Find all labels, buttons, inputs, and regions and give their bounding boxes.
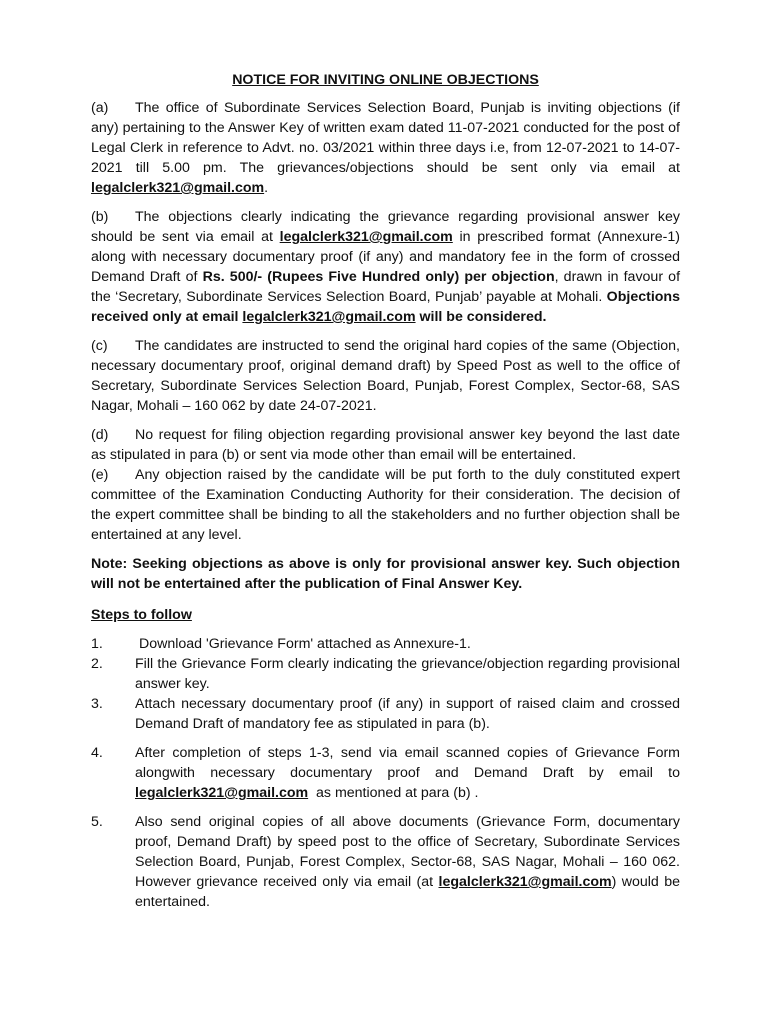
paragraph-text: The candidates are instructed to send the original hard copies of the same (Objection, necessary documentary proof, original demand draft) by Speed Post as well to the office of Secretary, Subordinate Services Selection Board, Punjab, Forest Complex, Sector-68, SAS Nagar, Mohali – 160 062 by date 24-07-2021. bbox=[91, 338, 680, 414]
paragraph-label: (c) bbox=[91, 338, 108, 354]
paragraph-c bbox=[91, 336, 680, 416]
paragraph-text: The office of Subordinate Services Selection Board, Punjab is inviting objections (if any) pertaining to the Answer Key of written exam dated 11-07-2021 conducted for the post of Legal Clerk in reference to Advt. no. 03/2021 within three days i.e, from 12-07-2021 to 14-07-2021 till 5.00 pm. The grievances/objections should be sent only via email at bbox=[91, 100, 680, 176]
step-number: 4. bbox=[91, 745, 103, 761]
notice-title: NOTICE FOR INVITING ONLINE OBJECTIONS bbox=[232, 72, 539, 88]
list-item bbox=[91, 812, 680, 912]
paragraph-text: No request for filing objection regarding provisional answer key beyond the last date as stipulated in para (b) or sent via mode other than email will be entertained. bbox=[91, 427, 680, 463]
notice-page bbox=[91, 70, 680, 912]
step-number: 3. bbox=[91, 696, 103, 712]
step-text-part: as mentioned at para (b) . bbox=[308, 785, 479, 801]
note-text: Note: Seeking objections as above is only for provisional answer key. Such objection will not be entertained after the publication of Final Answer Key. bbox=[91, 556, 680, 592]
bold-text: Objections received only at email bbox=[91, 289, 680, 325]
paragraph-label: (d) bbox=[91, 427, 109, 443]
paragraph-text: The objections clearly indicating the grievance regarding provisional answer key should be sent via email at bbox=[91, 209, 680, 245]
step-text-part: Also send original copies of all above documents (Grievance Form, documentary proof, Demand Draft) by speed post to the office of Secretary, Subordinate Services Selection Board, Punjab, Forest Complex, Sector-68, SAS Nagar, Mohali – 160 062. However grievance received only via email (at bbox=[135, 814, 680, 890]
paragraph-text: Any objection raised by the candidate will be put forth to the duly constituted expert committee of the Examination Conducting Authority for their consideration. The decision of the expert committee shall be binding to all the stakeholders and no further objection shall be entertained at any level. bbox=[91, 467, 680, 543]
steps-list bbox=[91, 634, 680, 912]
list-item bbox=[91, 634, 680, 654]
step-text-part: After completion of steps 1-3, send via email scanned copies of Grievance Form alongwith necessary documentary proof and Demand Draft by email to bbox=[135, 745, 680, 781]
email-link[interactable]: legalclerk321@gmail.com bbox=[135, 785, 309, 801]
step-number: 1. bbox=[91, 636, 103, 652]
paragraph-label: (e) bbox=[91, 467, 109, 483]
list-item bbox=[91, 694, 680, 734]
step-text-part: ) would be entertained. bbox=[135, 874, 680, 910]
paragraph-label: (a) bbox=[91, 100, 109, 116]
list-item bbox=[91, 654, 680, 694]
step-number: 5. bbox=[91, 814, 103, 830]
email-link[interactable]: legalclerk321@gmail.com bbox=[242, 309, 416, 325]
paragraph-text: in prescribed format (Annexure-1) along with necessary documentary proof (if any) and mandatory fee in the form of crossed Demand Draft of bbox=[91, 229, 680, 285]
step-text bbox=[135, 812, 680, 912]
paragraph-label: (b) bbox=[91, 209, 109, 225]
step-text: Fill the Grievance Form clearly indicating the grievance/objection regarding provisional answer key. bbox=[135, 656, 680, 692]
paragraph-text: . bbox=[264, 180, 269, 196]
email-link[interactable]: legalclerk321@gmail.com bbox=[279, 229, 453, 245]
step-number: 2. bbox=[91, 656, 103, 672]
bold-text: will be considered. bbox=[415, 309, 547, 325]
email-link[interactable]: legalclerk321@gmail.com bbox=[438, 874, 612, 890]
paragraph-a bbox=[91, 98, 680, 198]
paragraph-b bbox=[91, 207, 680, 327]
email-link[interactable]: legalclerk321@gmail.com bbox=[91, 180, 265, 196]
paragraph-e bbox=[91, 465, 680, 545]
fee-amount: Rs. 500/- (Rupees Five Hundred only) per objection bbox=[202, 269, 555, 285]
paragraph-d bbox=[91, 425, 680, 465]
paragraph-text: , drawn in favour of the ‘Secretary, Subordinate Services Selection Board, Punjab’ payable at Mohali. bbox=[91, 269, 681, 305]
step-text: Attach necessary documentary proof (if any) in support of raised claim and crossed Demand Draft of mandatory fee as stipulated in para (b). bbox=[135, 696, 680, 732]
step-text: Download 'Grievance Form' attached as Annexure-1. bbox=[135, 636, 471, 652]
list-item bbox=[91, 743, 680, 803]
steps-heading: Steps to follow bbox=[91, 607, 192, 623]
step-text bbox=[135, 743, 680, 803]
